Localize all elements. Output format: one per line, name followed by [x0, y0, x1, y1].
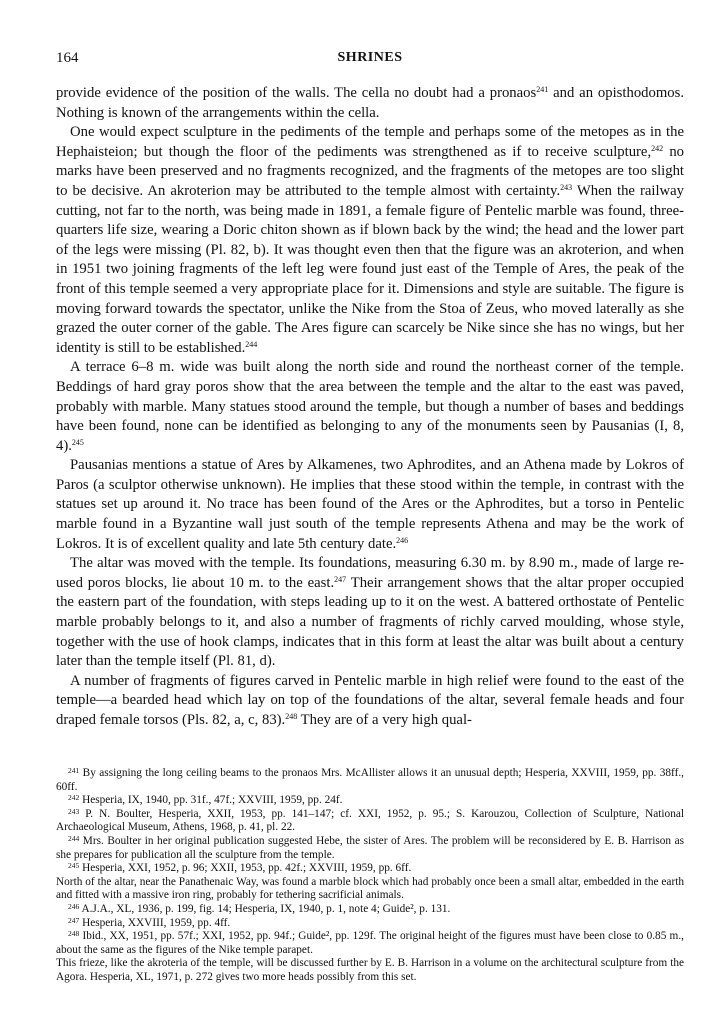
footnote: $^{248}$ Ibid., XX, 1951, pp. 57f.; XXI, 1952, pp. 94f.; Guide², pp. 129f. The original height of the figures must have been close to 0.85 m., about the same as the figures of the Nike temple parapet.	[56, 929, 684, 956]
footnote-ref[interactable]: 241	[536, 85, 549, 94]
paragraph: One would expect sculpture in the pediments of the temple and perhaps some of the metopes as in the Hephaisteion; but though the floor of the pediments was strengthened as if to receive sculpture,$^{242}$ no marks have been preserved and no fragments recognized, and the fragments of the metopes are too slight to be decisive. An akroterion may be attributed to the temple almost with certainty.$^{243}$ When the railway cutting, not far to the north, was being made in 1891, a female figure of Pentelic marble was found, three-quarters life size, wearing a Doric chiton shown as if blown back by the wind; the head and the lower part of the legs were missing (Pl. 82, b). It was thought even then that the figure was an akroterion, and when in 1951 two joining fragments of the left leg were found just east of the Temple of Ares, the peak of the front of this temple seemed a very appropriate place for it. Dimensions and style are suitable. The figure is moving forward towards the spectator, unlike the Nike from the Stoa of Zeus, who moved laterally as she grazed the outer corner of the gable. The Ares figure can scarcely be Nike since she has no wings, but her identity is still to be established.$^{244}$	[56, 124, 685, 356]
footnote-continuation: North of the altar, near the Panathenaic Way, was found a marble block which had probably once been a small altar, embedded in the earth and fitted with a massive iron ring, probably for tethering sacrificial animals.	[56, 875, 684, 902]
paragraph: A terrace 6–8 m. wide was built along the north side and round the northeast corner of the temple. Beddings of hard gray poros show that the area between the temple and the altar to the east was paved, probably with marble. Many statues stood around the temple, but though a number of bases and beddings have been found, none can be identified as belonging to any of the monuments seen by Pausanias (I, 8, 4).$^{245}$	[56, 359, 684, 454]
footnote-ref[interactable]: 244	[245, 339, 258, 349]
page	[56, 50, 684, 731]
paragraph: The altar was moved with the temple. Its foundations, measuring 6.30 m. by 8.90 m., made of large re-used poros blocks, lie about 10 m. to the east.$^{247}$ Their arrangement shows that the altar proper occupied the eastern part of the foundation, with steps leading up to it on the west. A battered orthostate of Pentelic marble probably belongs to it, and also a number of fragments of richly carved moulding, whose style, together with the use of hook clamps, indicates that in this form at least the altar was built about a century later than the temple itself (Pl. 81, d).	[56, 555, 684, 670]
body-text	[56, 84, 684, 731]
footnote-ref[interactable]: 243	[560, 182, 573, 192]
footnote: $^{245}$ Hesperia, XXI, 1952, p. 96; XXII, 1953, pp. 42f.; XXVIII, 1959, pp. 6ff.	[68, 861, 412, 875]
footnote: $^{247}$ Hesperia, XXVIII, 1959, pp. 4ff.	[68, 915, 231, 929]
footnote-ref[interactable]: 248	[285, 712, 298, 721]
footnote: $^{243}$ P. N. Boulter, Hesperia, XXII, 1953, pp. 141–147; cf. XXI, 1952, p. 95.; S. Karouzou, Collection of Sculpture, National Archaeological Museum, Athens, 1968, p. 41, pl. 22.	[56, 806, 684, 834]
page-header	[56, 50, 684, 72]
footnote-ref[interactable]: 245	[71, 437, 84, 447]
paragraph: provide evidence of the position of the walls. The cella no doubt had a pronaos$^{241}$ and an opisthodomos. Nothing is known of the arrangements within the cella.	[56, 85, 685, 121]
footnotes	[56, 767, 684, 985]
paragraph: Pausanias mentions a statue of Ares by Alkamenes, two Aphrodites, and an Athena made by Lokros of Paros (a sculptor otherwise unknown). He implies that these stood within the temple, in contrast with the statues set up around it. No trace has been found of the Ares or the Aphrodites, but a torso in Pentelic marble found in a Byzantine wall just south of the temple represents Athena and may be the work of Lokros. It is of excellent quality and late 5th century date.$^{246}$	[56, 457, 684, 552]
footnote: $^{242}$ Hesperia, IX, 1940, pp. 31f., 47f.; XXVIII, 1959, pp. 24f.	[68, 793, 343, 807]
footnote: $^{244}$ Mrs. Boulter in her original publication suggested Hebe, the sister of Ares. The problem will be reconsidered by E. B. Harrison as she prepares for publication all the sculpture from the temple.	[56, 833, 684, 861]
footnote: $^{246}$ A.J.A., XL, 1936, p. 199, fig. 14; Hesperia, IX, 1940, p. 1, note 4; Guide², p. 131.	[68, 901, 451, 915]
footnote-ref[interactable]: 246	[396, 535, 409, 545]
page-number: 164	[56, 50, 79, 66]
footnote-ref[interactable]: 247	[334, 574, 347, 584]
footnote-continuation: This frieze, like the akroteria of the temple, will be discussed further by E. B. Harrison in a volume on the architectural sculpture from the Agora. Hesperia, XL, 1971, p. 272 gives two more heads possibly from this set.	[56, 957, 684, 983]
footnote-ref[interactable]: 242	[651, 143, 664, 153]
footnote: $^{241}$ By assigning the long ceiling beams to the pronaos Mrs. McAllister allows it an unusual depth; Hesperia, XXVIII, 1959, pp. 38ff., 60ff.	[56, 766, 684, 793]
paragraph: A number of fragments of figures carved in Pentelic marble in high relief were found to the east of the temple—a bearded head which lay on top of the foundations of the altar, several female heads and four draped female torsos (Pls. 82, a, c, 83).$^{248}$ They are of a very high qual-	[56, 672, 684, 728]
running-head: SHRINES	[337, 50, 403, 65]
